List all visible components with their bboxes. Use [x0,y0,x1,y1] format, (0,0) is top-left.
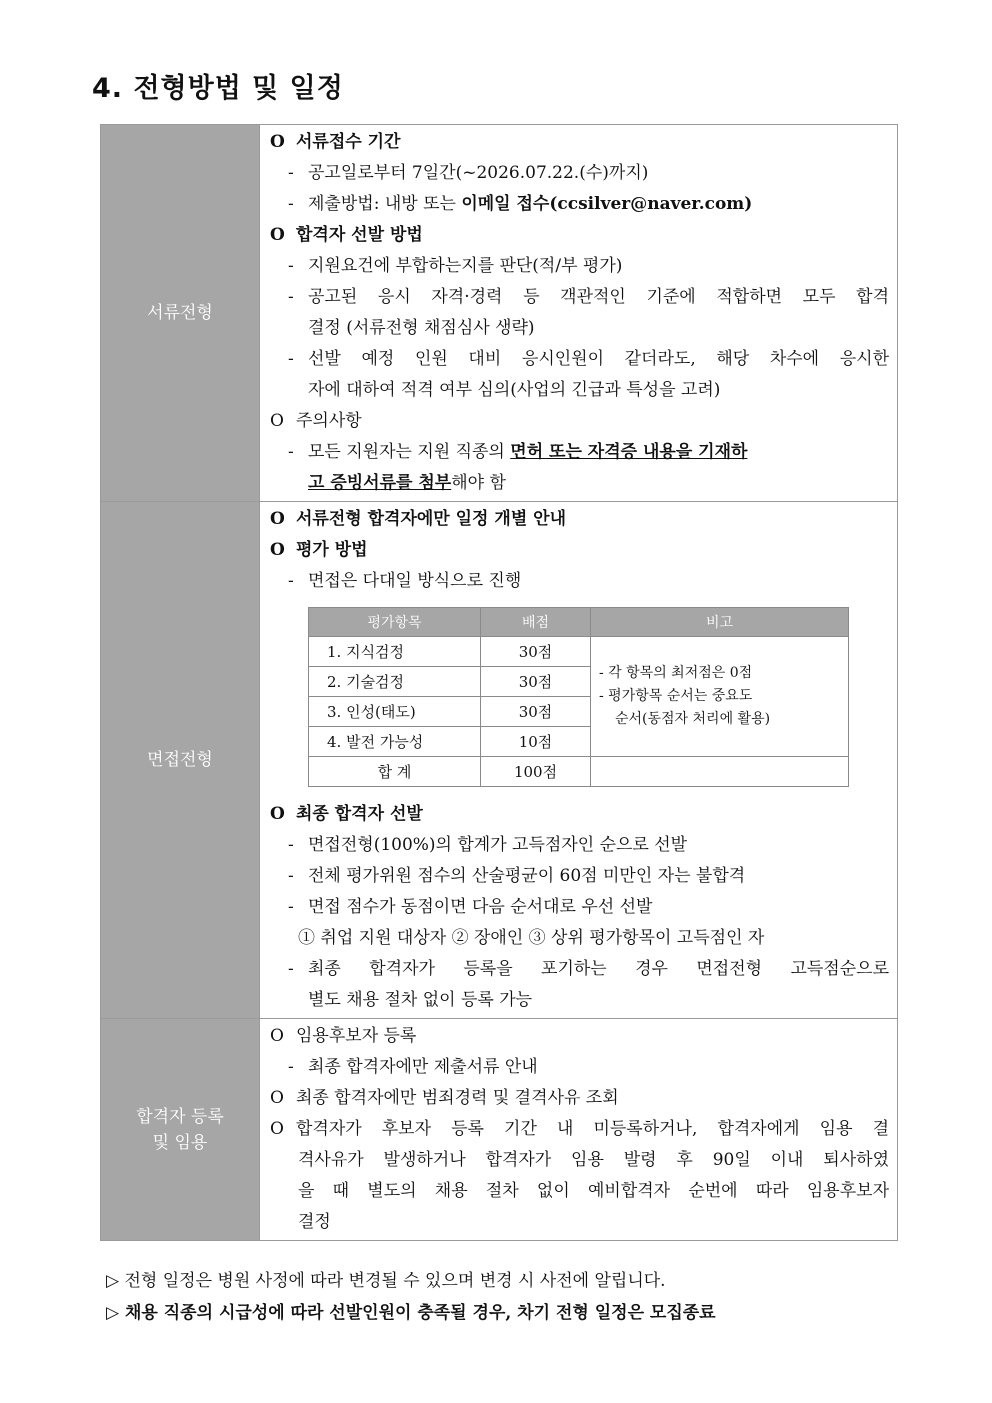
content-registration [260,1019,898,1241]
doc-selection-detail-2b: 결정 (서류전형 채점심사 생략) [308,318,535,338]
eval-item: 3. 인성(태도) [309,697,481,727]
eval-item: 1. 지식검정 [309,637,481,667]
row-document-screening [101,125,898,502]
register-reserve-line-3: 을 때 별도의 채용 절차 없이 예비합격자 순번에 따라 임용후보자 [298,1181,889,1201]
interview-heading-notice: O 서류전형 합격자에만 일정 개별 안내 [270,509,567,529]
doc-submit-method: - 제출방법: 내방 또는 이메일 접수(ccsilver@naver.com) [288,194,753,214]
doc-period-detail: - 공고일로부터 7일간(~2026.07.22.(수)까지) [288,163,649,183]
interview-heading-method: O 평가 방법 [270,540,368,560]
header-note: 비고 [591,608,849,637]
footnote-recruit-end: ▷ 채용 직종의 시급성에 따라 선발인원이 충족될 경우, 차기 전형 일정은 모집종료 [106,1303,716,1323]
selection-method-table [100,124,898,1241]
register-heading-candidate: O 임용후보자 등록 [270,1026,417,1046]
doc-notes-detail: - 모든 지원자는 지원 직종의 면허 또는 자격증 내용을 기재하 [288,442,748,462]
interview-method-detail: - 면접은 다대일 방식으로 진행 [288,571,522,591]
doc-selection-detail-3: - 선발 예정 인원 대비 응시인원이 같더라도, 해당 차수에 응시한 [288,349,889,369]
label-registration: 합격자 등록 및 임용 [101,1019,260,1241]
doc-selection-detail-3b: 자에 대하여 적격 여부 심의(사업의 긴급과 특성을 고려) [308,380,721,400]
register-heading-check: O 최종 합격자에만 범죄경력 및 결격사유 조회 [270,1088,619,1108]
doc-notes-detail-b: 고 증빙서류를 첨부해야 함 [308,473,506,493]
eval-score: 30점 [481,667,591,697]
eval-total-label: 합 계 [309,757,481,787]
eval-note-line-1: - 각 항목의 최저점은 0점 [599,665,753,681]
interview-final-detail-3: - 면접 점수가 동점이면 다음 순서대로 우선 선발 [288,897,653,917]
section-title: 4. 전형방법 및 일정 [92,73,344,104]
register-reserve-line-4: 결정 [298,1212,331,1232]
register-heading-reserve: O 합격자가 후보자 등록 기간 내 미등록하거나, 합격자에게 임용 결 [270,1119,889,1139]
eval-score: 30점 [481,697,591,727]
interview-final-detail-2: - 전체 평가위원 점수의 산술평균이 60점 미만인 자는 불합격 [288,866,746,886]
interview-final-detail-3b: ① 취업 지원 대상자 ② 장애인 ③ 상위 평가항목이 고득점인 자 [298,928,765,948]
doc-heading-selection: O 합격자 선발 방법 [270,225,423,245]
doc-selection-detail-2: - 공고된 응시 자격·경력 등 객관적인 기준에 적합하면 모두 합격 [288,287,889,307]
doc-heading-period: O 서류접수 기간 [270,132,401,152]
eval-total-note [591,757,849,787]
table-row [309,637,849,667]
content-document-screening [260,125,898,502]
eval-score: 10점 [481,727,591,757]
eval-note-line-2: - 평가항목 순서는 중요도 [599,688,753,704]
row-registration [101,1019,898,1241]
doc-heading-notes: O 주의사항 [270,411,362,431]
register-reserve-line-2: 격사유가 발생하거나 합격자가 임용 발령 후 90일 이내 퇴사하였 [298,1150,889,1170]
evaluation-table [308,607,849,787]
row-interview [101,502,898,1019]
eval-item: 4. 발전 가능성 [309,727,481,757]
label-interview: 면접전형 [101,502,260,1019]
interview-final-detail-4: - 최종 합격자가 등록을 포기하는 경우 면접전형 고득점순으로 [288,959,889,979]
interview-final-detail-1: - 면접전형(100%)의 합계가 고득점자인 순으로 선발 [288,835,688,855]
content-interview [260,502,898,1019]
footnote-schedule-change: ▷ 전형 일정은 병원 사정에 따라 변경될 수 있으며 변경 시 사전에 알립니다. [106,1271,666,1291]
doc-submit-email: 이메일 접수(ccsilver@naver.com) [461,194,753,214]
register-candidate-detail: - 최종 합격자에만 제출서류 안내 [288,1057,538,1077]
eval-total-score: 100점 [481,757,591,787]
eval-item: 2. 기술검정 [309,667,481,697]
interview-final-detail-4b: 별도 채용 절차 없이 등록 가능 [308,990,533,1010]
header-item: 평가항목 [309,608,481,637]
table-row-total [309,757,849,787]
evaluation-table-header [309,608,849,637]
header-score: 배점 [481,608,591,637]
eval-note [591,637,849,757]
label-document-screening: 서류전형 [101,125,260,502]
eval-score: 30점 [481,637,591,667]
eval-note-line-3: 순서(동점자 처리에 활용) [615,711,771,727]
doc-selection-detail-1: - 지원요건에 부합하는지를 판단(적/부 평가) [288,256,623,276]
interview-heading-final: O 최종 합격자 선발 [270,804,423,824]
